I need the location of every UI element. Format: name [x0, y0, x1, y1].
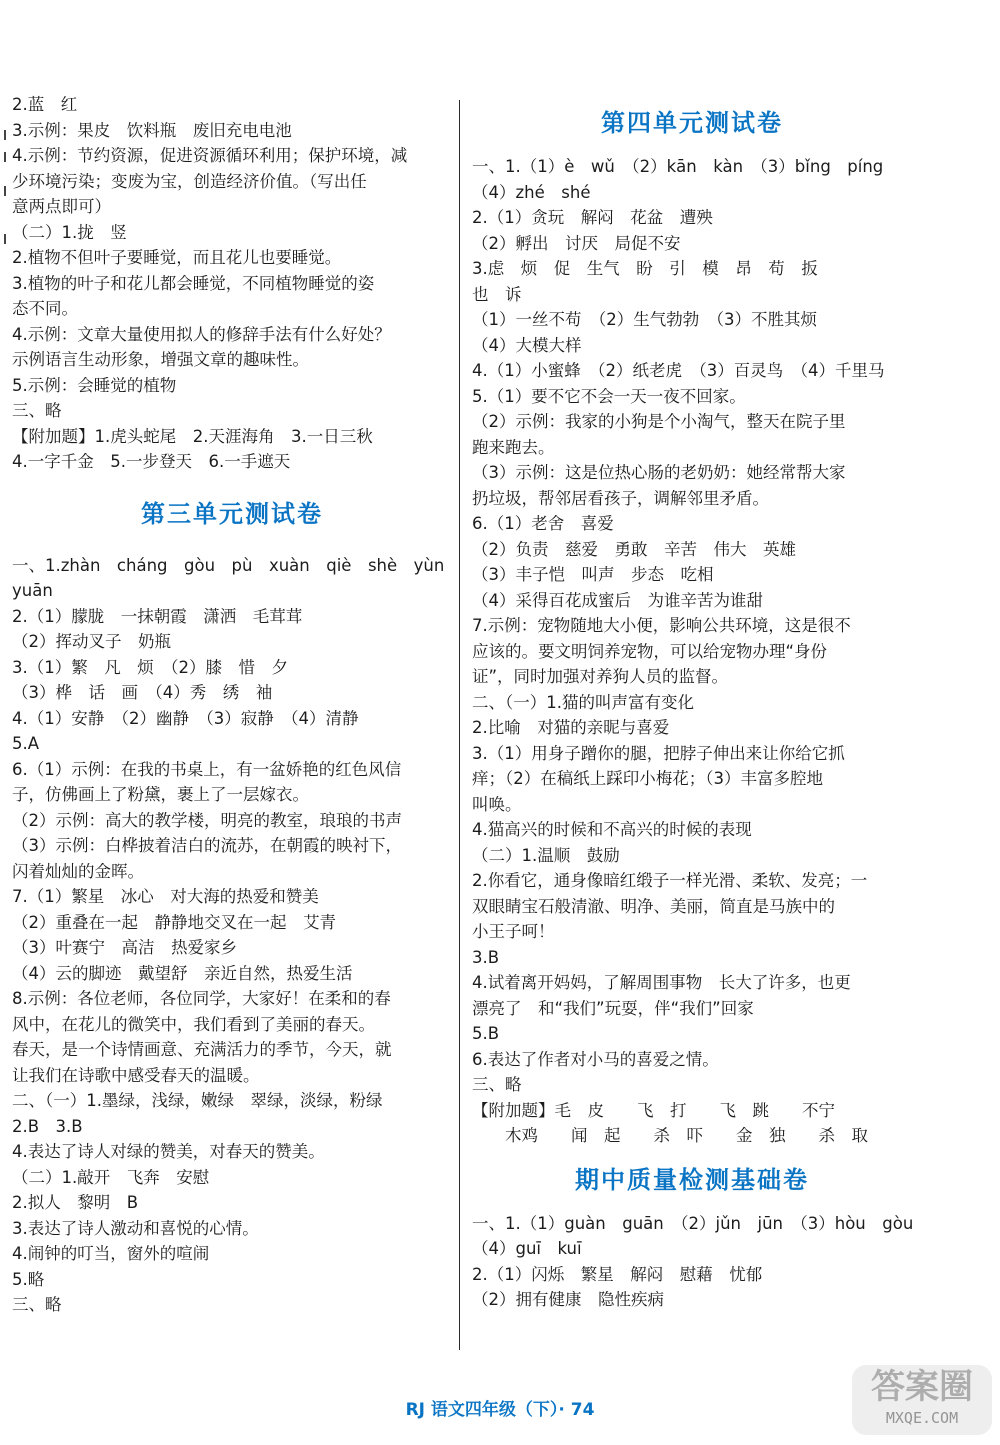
answer-line: （3）示例：白桦披着洁白的流苏，在朝霞的映衬下， [12, 836, 402, 855]
answer-line: 4.（1）小蜜蜂 （2）纸老虎 （3）百灵鸟 （4）千里马 [472, 361, 885, 380]
answer-line: （二）1.拢 竖 [12, 222, 127, 242]
answer-line: 也 诉 [472, 284, 522, 304]
answer-line: 双眼睛宝石般清澈、明净、美丽，简直是马族中的 [472, 896, 835, 916]
answer-line: （3）示例：这是位热心肠的老奶奶：她经常帮大家 [472, 463, 846, 482]
answer-line: （2）孵出 讨厌 局促不安 [472, 233, 681, 253]
answer-line: 小王子呵！ [472, 922, 555, 941]
answer-line: （4）云的脚迹 戴望舒 亲近自然，热爱生活 [12, 963, 353, 983]
answer-line: 6.（1）示例：在我的书桌上，有一盆娇艳的红色风信 [12, 759, 402, 779]
answer-line: 2.（1）闪烁 繁星 解闷 慰藉 忧郁 [472, 1264, 763, 1284]
answer-line: 2.你看它，通身像暗红缎子一样光滑、柔软、发亮；一 [472, 871, 868, 890]
answer-line: 闪着灿灿的金晖。 [12, 861, 144, 881]
answer-line: （2）挥动叉子 奶瓶 [12, 632, 171, 651]
answer-line: 【附加题】1.虎头蛇尾 2.天涯海角 3.一日三秋 [12, 426, 373, 446]
answer-line: 3.（1）繁 凡 烦 （2）膝 惜 夕 [12, 657, 288, 677]
answer-line: 漂亮了 和“我们”玩耍，伴“我们”回家 [472, 998, 754, 1018]
answer-line: 二、（一）1.猫的叫声富有变化 [472, 692, 694, 712]
answer-line: （二）1.温顺 鼓励 [472, 845, 620, 865]
answer-line: 一、1.（1）guàn guān （2）jǔn jūn （3）hòu gòu [472, 1213, 914, 1233]
answer-line: 风中，在花儿的微笑中，我们看到了美丽的春天。 [12, 1014, 375, 1034]
answer-line: 木鸡 闻 起 杀 吓 金 独 杀 取 [472, 1126, 868, 1145]
answer-line: （3）桦 话 画 （4）秀 绣 袖 [12, 683, 273, 702]
section-heading: 第三单元测试卷 [141, 499, 323, 528]
answer-line: 二、（一）1.墨绿，浅绿，嫩绿 翠绿，淡绿，粉绿 [12, 1091, 383, 1110]
answer-line: 3.虑 烦 促 生气 盼 引 模 昂 苟 扳 [472, 259, 818, 278]
answer-line: 4.示例：节约资源，促进资源循环利用；保护环境，减 [12, 146, 408, 165]
answer-line: 4.猫高兴的时候和不高兴的时候的表现 [472, 820, 752, 839]
answer-line: （2）示例：高大的教学楼，明亮的教室，琅琅的书声 [12, 810, 402, 830]
answer-line: 一、1.zhàn cháng gòu pù xuàn qiè shè yùn [12, 555, 445, 575]
answer-line: 意两点即可） [12, 197, 111, 216]
answer-line: 子，仿佛画上了粉黛，裹上了一层嫁衣。 [12, 785, 309, 804]
answer-line: （4）zhé shé [472, 182, 591, 202]
answer-line: 三、略 [12, 1295, 62, 1314]
answer-line: 3.（1）用身子蹭你的腿，把脖子伸出来让你给它抓 [472, 743, 845, 763]
answer-line: 4.（1）安静 （2）幽静 （3）寂静 （4）清静 [12, 708, 359, 728]
answer-line: （3）叶赛宁 高洁 热爱家乡 [12, 938, 237, 957]
column-divider [459, 100, 460, 1350]
answer-line: 2.植物不但叶子要睡觉，而且花儿也要睡觉。 [12, 248, 342, 267]
answer-line: 7.（1）繁星 冰心 对大海的热爱和赞美 [12, 887, 319, 906]
answer-line: （2）拥有健康 隐性疾病 [472, 1290, 664, 1309]
answer-line: 让我们在诗歌中感受春天的温暖。 [12, 1065, 260, 1085]
watermark [852, 1365, 992, 1435]
answer-line: （二）1.敲开 飞奔 安慰 [12, 1167, 210, 1187]
answer-line: 2.蓝 红 [12, 95, 78, 114]
page-footer: RJ 语文四年级（下）· 74 [405, 1400, 595, 1420]
answer-line: 春天，是一个诗情画意、充满活力的季节，今天，就 [12, 1040, 392, 1059]
margin-ticks [4, 130, 8, 250]
answer-line: 叫唤。 [472, 794, 522, 814]
answer-line: 2.拟人 黎明 B [12, 1193, 139, 1212]
watermark-logo: 答案圈 [871, 1367, 973, 1407]
answer-line: 8.示例：各位老师，各位同学，大家好！在柔和的春 [12, 989, 391, 1008]
answer-line: 4.一字千金 5.一步登天 6.一手遮天 [12, 452, 291, 471]
answer-line: 跑来跑去。 [472, 437, 555, 457]
answer-line: yuān [12, 581, 53, 600]
answer-line: 7.示例：宠物随地大小便，影响公共环境，这是很不 [472, 616, 851, 635]
answer-line: 4.示例：文章大量使用拟人的修辞手法有什么好处？ [12, 324, 391, 344]
answer-line: 2.比喻 对猫的亲昵与喜爱 [472, 718, 670, 737]
answer-line: （2）重叠在一起 静静地交叉在一起 艾青 [12, 912, 336, 932]
answer-line: 5.A [12, 734, 40, 753]
answer-line: 一、1.（1）è wǔ （2）kān kàn （3）bǐng píng [472, 157, 884, 176]
section-heading: 第四单元测试卷 [601, 109, 783, 137]
answer-line: 4.闹钟的叮当，窗外的喧闹 [12, 1244, 210, 1263]
answer-line: 证”，同时加强对养狗人员的监督。 [472, 667, 729, 686]
answer-line: 6.表达了作者对小马的喜爱之情。 [472, 1049, 719, 1069]
answer-line: （2）示例：我家的小狗是个小淘气，整天在院子里 [472, 412, 846, 431]
answer-line: 2.（1）朦胧 一抹朝霞 潇洒 毛茸茸 [12, 606, 303, 626]
right-column [472, 92, 912, 1313]
watermark-url: MXQE.COM [885, 1409, 959, 1427]
answer-line: 示例语言生动形象，增强文章的趣味性。 [12, 350, 309, 369]
answer-line: 2.B 3.B [12, 1116, 83, 1136]
answer-line: 三、略 [472, 1075, 522, 1094]
answer-line: （1）一丝不苟 （2）生气勃勃 （3）不胜其烦 [472, 310, 817, 329]
answer-line: 扔垃圾，帮邻居看孩子，调解邻里矛盾。 [472, 488, 769, 508]
answer-line: （4）大模大样 [472, 335, 582, 355]
answer-line: 5.B [472, 1024, 500, 1043]
answer-line: 3.示例：果皮 饮料瓶 废旧充电电池 [12, 120, 292, 140]
answer-line: 4.表达了诗人对绿的赞美，对春天的赞美。 [12, 1142, 325, 1161]
answer-line: 5.（1）要不它不会一天一夜不回家。 [472, 386, 746, 406]
answer-line: 6.（1）老舍 喜爱 [472, 514, 614, 533]
answer-line: 态不同。 [12, 299, 78, 318]
answer-line: （3）丰子恺 叫声 步态 吃相 [472, 565, 714, 584]
answer-line: 3.B [472, 947, 500, 967]
answer-line: 4.试着离开妈妈，了解周围事物 长大了许多，也更 [472, 973, 851, 992]
answer-line: 2.（1）贪玩 解闷 花盆 遭殃 [472, 208, 713, 227]
answer-line: 5.示例：会睡觉的植物 [12, 375, 177, 395]
answer-line: 应该的。要文明饲养宠物，可以给宠物办理“身份 [472, 641, 828, 661]
answer-line: 3.植物的叶子和花儿都会睡觉，不同植物睡觉的姿 [12, 273, 375, 293]
answer-line: （4）guī kuī [472, 1239, 582, 1258]
answer-line: 【附加题】毛 皮 飞 打 飞 跳 不宁 [472, 1100, 835, 1120]
answer-line: 三、略 [12, 401, 62, 420]
answer-line: 少环境污染；变废为宝，创造经济价值。（写出任 [12, 171, 367, 191]
answer-line: 3.表达了诗人激动和喜悦的心情。 [12, 1218, 259, 1238]
answer-line: 5.略 [12, 1269, 45, 1289]
answer-line: （2）负责 慈爱 勇敢 辛苦 伟大 英雄 [472, 539, 796, 559]
left-column [12, 92, 452, 1318]
answer-line: 痒；（2）在稿纸上踩印小梅花；（3）丰富多腔地 [472, 769, 823, 788]
section-heading: 期中质量检测基础卷 [575, 1165, 809, 1194]
answer-line: （4）采得百花成蜜后 为谁辛苦为谁甜 [472, 590, 763, 610]
